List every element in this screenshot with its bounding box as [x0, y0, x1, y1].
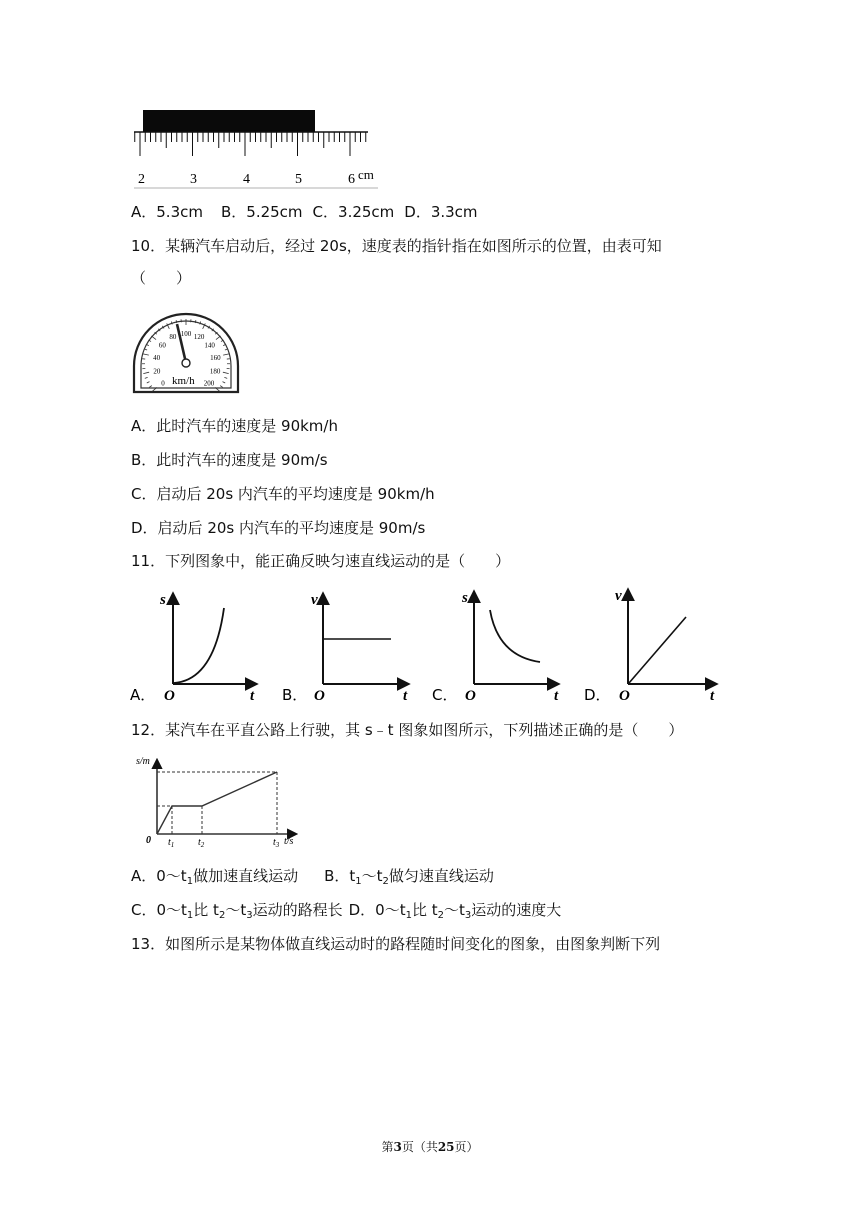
- curve-accelerating: [174, 608, 224, 683]
- axis-y-label: s/m: [136, 756, 150, 767]
- speedometer-label: 0: [161, 379, 165, 388]
- ruler-ticks: [135, 132, 366, 156]
- q10-option-c: C．启动后 20s 内汽车的平均速度是 90km/h: [131, 485, 435, 503]
- speedometer-figure: [130, 304, 242, 396]
- speedometer-tick: [171, 322, 172, 325]
- tick-t1: $t_1$: [168, 837, 175, 849]
- speedometer-tick: [225, 349, 228, 350]
- origin-label: O: [619, 688, 630, 704]
- axis-y-label: v: [311, 592, 318, 608]
- speedometer-tick: [223, 372, 229, 373]
- speedometer-hub: [182, 359, 190, 367]
- speedometer-tick: [145, 377, 148, 378]
- q11-graph-d: [584, 588, 716, 704]
- q11-graph-c: [432, 590, 559, 704]
- speedometer-tick: [176, 320, 177, 323]
- q9-option-d: D．3.3cm: [404, 203, 478, 221]
- q10-stem-line1: 10．某辆汽车启动后，经过 20s，速度表的指针指在如图所示的位置，由表可知: [131, 237, 662, 255]
- speedometer-label: 40: [153, 353, 161, 362]
- ruler-label-2: 2: [138, 172, 145, 187]
- speedometer-tick: [224, 377, 227, 378]
- ruler-unit: cm: [358, 167, 374, 182]
- q9-option-b: B．5.25cm: [220, 203, 303, 221]
- speedometer-tick: [223, 354, 229, 355]
- speedometer-tick: [144, 349, 147, 350]
- speedometer-label: 120: [193, 333, 205, 342]
- q12-option-b: B．$t_1\sim t_2$做匀速直线运动: [324, 867, 494, 887]
- q12-options-cd: [131, 900, 561, 920]
- tick-t2: $t_2$: [198, 837, 205, 849]
- ruler-figure: [128, 104, 390, 190]
- axis-y-label: s: [160, 592, 166, 608]
- curve-decreasing: [490, 610, 540, 662]
- q11-letter-b: B．: [282, 686, 308, 704]
- page-number: 3: [393, 1140, 402, 1154]
- speedometer-tick: [220, 386, 223, 388]
- q10-stem-line2: （ ）: [131, 269, 192, 287]
- speedometer-tick: [149, 386, 152, 388]
- speedometer-tick: [151, 336, 156, 340]
- q12-graph: [134, 752, 312, 850]
- ruler-label-3: 3: [190, 172, 197, 187]
- speedometer-label: 100: [180, 330, 192, 338]
- line-rising: [629, 617, 686, 683]
- q9-option-c: C．3.25cm: [312, 203, 395, 221]
- tick-t3: $t_3$: [273, 837, 280, 849]
- q10-option-d: D．启动后 20s 内汽车的平均速度是 90m/s: [131, 519, 426, 537]
- q12-option-c: C．$0\sim t_1$比 $t_2\sim t_3$运动的路程长: [131, 901, 343, 921]
- axis-y-label: v: [615, 588, 622, 604]
- q12-option-d: D．$0\sim t_1$比 $t_2\sim t_3$运动的速度大: [348, 901, 562, 921]
- speedometer-tick: [195, 320, 196, 323]
- q9-option-a: A．5.3cm: [131, 203, 203, 221]
- ruler-label-6: 6: [348, 172, 355, 187]
- speedometer-label: 20: [153, 367, 161, 376]
- q11-letter-d: D．: [584, 686, 611, 704]
- ruler-label-4: 4: [243, 172, 250, 187]
- origin-label: 0: [146, 835, 151, 846]
- q11-graphs: [126, 584, 736, 706]
- speedometer-tick: [143, 354, 149, 355]
- q11-letter-a: A．: [130, 686, 156, 704]
- speedometer-tick: [223, 382, 226, 383]
- q11-letter-c: C．: [432, 686, 458, 704]
- origin-label: O: [164, 688, 175, 704]
- q9-options: [131, 202, 478, 222]
- page-footer: 第3页（共25页）: [381, 1140, 479, 1154]
- ruler-label-5: 5: [295, 172, 302, 187]
- s-t-line: [157, 772, 277, 834]
- speedometer-tick: [143, 372, 149, 373]
- q10-option-b: B．此时汽车的速度是 90m/s: [131, 451, 328, 469]
- q11-graph-b: [282, 592, 408, 704]
- axis-x-label: t/s: [284, 836, 294, 847]
- speedometer-tick: [216, 336, 221, 340]
- q12-options-ab: [131, 866, 494, 886]
- q10-option-a: A．此时汽车的速度是 90km/h: [131, 417, 338, 435]
- axis-y-label: s: [462, 590, 468, 606]
- q11-graph-a: [130, 592, 256, 704]
- origin-label: O: [314, 688, 325, 704]
- speedometer-tick: [200, 322, 201, 325]
- speedometer-label: 160: [210, 353, 221, 362]
- q12-stem: 12．某汽车在平直公路上行驶，其 s﹣t 图象如图所示，下列描述正确的是（ ）: [131, 721, 684, 739]
- measured-block: [143, 110, 315, 132]
- q11-stem: 11．下列图象中，能正确反映匀速直线运动的是（ ）: [131, 552, 511, 570]
- axis-x-label: t: [403, 688, 408, 704]
- page-total: 25: [437, 1140, 455, 1154]
- q12-option-a: A．$0\sim t_1$做加速直线运动: [131, 867, 299, 887]
- speedometer-tick: [147, 382, 150, 383]
- axis-x-label: t: [554, 688, 559, 704]
- speedometer-label: 60: [158, 341, 166, 350]
- speedometer-label: 200: [203, 379, 215, 388]
- axis-x-label: t: [710, 688, 715, 704]
- origin-label: O: [465, 688, 476, 704]
- speedometer-label: 80: [169, 333, 177, 342]
- axis-x-label: t: [250, 688, 255, 704]
- q13-stem: 13．如图所示是某物体做直线运动时的路程随时间变化的图象，由图象判断下列: [131, 935, 661, 953]
- speedometer-label: 180: [209, 367, 221, 376]
- speedometer-label: 140: [204, 341, 215, 350]
- speedometer-unit: km/h: [172, 375, 195, 387]
